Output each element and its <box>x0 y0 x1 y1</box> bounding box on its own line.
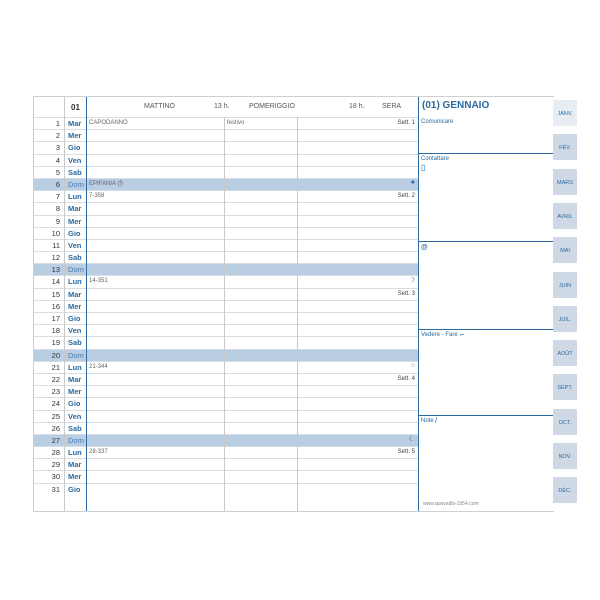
section-comunicare <box>418 117 554 153</box>
day-name: Sab <box>68 423 82 433</box>
website-url: www.quovadis-1954.com <box>423 501 479 507</box>
planner-page <box>33 96 554 512</box>
day-name: Mer <box>68 301 82 311</box>
month-tab[interactable]: AOÛT <box>553 340 577 368</box>
email-icon: @ <box>421 244 428 251</box>
month-tab[interactable]: JUIN <box>553 272 577 300</box>
day-number: 14 <box>51 277 60 287</box>
day-number: 26 <box>51 423 60 433</box>
section-email <box>418 241 554 330</box>
day-row[interactable] <box>34 324 418 336</box>
day-name: Mar <box>68 119 82 128</box>
moon-phase-icon: ☾ <box>408 435 415 443</box>
day-row[interactable] <box>34 434 418 446</box>
day-number: 24 <box>51 399 60 409</box>
section-note <box>418 415 554 512</box>
side-panel <box>418 117 554 511</box>
day-name: Mer <box>68 216 82 226</box>
day-number: 17 <box>51 314 60 323</box>
day-row[interactable] <box>34 251 418 263</box>
phone-icon: ▯ <box>421 163 426 172</box>
day-row[interactable] <box>34 373 418 385</box>
day-rows <box>34 117 418 495</box>
day-number: 2 <box>55 131 60 141</box>
day-name: Ven <box>68 326 82 336</box>
day-row[interactable] <box>34 215 418 227</box>
day-name: Sab <box>68 253 82 263</box>
day-number: 28 <box>51 448 60 458</box>
day-number: 23 <box>51 387 60 397</box>
day-row[interactable] <box>34 470 418 482</box>
day-name: Ven <box>68 155 82 165</box>
day-note: CAPODANNO <box>89 120 128 126</box>
day-number: 16 <box>51 301 60 311</box>
day-number: 20 <box>51 350 60 360</box>
day-row[interactable] <box>34 312 418 324</box>
day-name: Mer <box>68 131 82 141</box>
divider-mattino <box>224 117 225 511</box>
day-number: 25 <box>51 411 60 421</box>
day-name: Dom <box>68 350 84 360</box>
day-number: 9 <box>55 216 60 226</box>
day-note-afternoon: festivo <box>227 120 245 126</box>
day-number: 22 <box>51 374 60 384</box>
day-number: 19 <box>51 338 60 348</box>
day-row[interactable] <box>34 190 418 202</box>
day-name: Ven <box>68 240 82 250</box>
day-row[interactable] <box>34 129 418 141</box>
day-number: 21 <box>51 362 60 372</box>
day-row[interactable] <box>34 458 418 470</box>
day-note: 7-358 <box>89 193 105 200</box>
day-name: Ven <box>68 411 82 421</box>
h18-label: 18 h. <box>349 103 365 110</box>
day-row[interactable] <box>34 410 418 422</box>
section-contattare <box>418 153 554 242</box>
day-number: 27 <box>51 435 60 445</box>
month-tab[interactable]: JANV. <box>553 100 577 128</box>
day-note: 21-344 <box>89 363 108 370</box>
day-number: 12 <box>51 253 60 263</box>
month-tab[interactable]: SEPT. <box>553 374 577 402</box>
sera-label: SERA <box>382 103 402 110</box>
day-name: Mar <box>68 204 82 214</box>
day-row[interactable] <box>34 288 418 300</box>
day-row[interactable] <box>34 275 418 287</box>
day-row[interactable] <box>34 483 418 495</box>
month-number: 01 <box>71 103 80 112</box>
day-row[interactable] <box>34 166 418 178</box>
day-name: Lun <box>68 192 82 202</box>
month-tab[interactable]: JUIL. <box>553 306 577 334</box>
day-note: EPIFANIA (f) <box>89 180 124 187</box>
day-name: Mer <box>68 472 82 482</box>
month-tab[interactable]: MAI <box>553 237 577 265</box>
day-row[interactable] <box>34 361 418 373</box>
day-row[interactable] <box>34 141 418 153</box>
day-number: 1 <box>55 119 60 128</box>
day-row[interactable] <box>34 263 418 275</box>
planner-header <box>34 97 418 117</box>
day-number: 31 <box>51 484 60 494</box>
day-name: Dom <box>68 435 84 445</box>
day-name: Lun <box>68 362 82 372</box>
day-number: 11 <box>52 240 60 250</box>
mattino-label: MATTINO <box>144 103 175 110</box>
day-number: 3 <box>55 143 60 153</box>
contattare-label: Contattare <box>421 156 450 162</box>
day-row[interactable] <box>34 178 418 190</box>
h13-label: 13 h. <box>214 103 230 110</box>
moon-phase-icon: ○ <box>410 361 415 369</box>
month-tab[interactable]: AVRIL <box>553 203 577 231</box>
day-name: Dom <box>68 179 84 189</box>
month-tab[interactable]: NOV. <box>553 443 577 471</box>
day-row[interactable] <box>34 154 418 166</box>
day-name: Gio <box>68 143 81 153</box>
day-name: Lun <box>68 448 82 458</box>
moon-phase-icon: ☽ <box>408 277 415 285</box>
day-name: Mer <box>68 387 82 397</box>
day-name: Gio <box>68 484 81 494</box>
month-tab[interactable]: MARS <box>553 169 577 197</box>
day-row[interactable] <box>34 227 418 239</box>
day-number: 15 <box>51 289 60 299</box>
day-number: 18 <box>51 326 60 336</box>
day-row[interactable] <box>34 422 418 434</box>
day-row[interactable] <box>34 202 418 214</box>
day-name: Mar <box>68 460 82 470</box>
day-number: 8 <box>55 204 60 214</box>
day-row[interactable] <box>34 397 418 409</box>
pen-icon: / <box>435 416 438 425</box>
month-tab[interactable]: OCT. <box>553 409 577 437</box>
divider-dayname <box>86 97 87 511</box>
day-note: 14-351 <box>89 278 108 285</box>
divider-num <box>64 97 65 511</box>
day-note: 28-337 <box>89 449 108 456</box>
day-name: Dom <box>68 265 84 275</box>
day-name: Mar <box>68 374 82 384</box>
day-row[interactable] <box>34 385 418 397</box>
month-tab[interactable]: FÉV. <box>553 134 577 162</box>
day-name: Gio <box>68 399 81 409</box>
day-row[interactable] <box>34 349 418 361</box>
day-number: 6 <box>55 179 60 189</box>
vedere-label: Vedere - Fare <box>421 332 458 338</box>
day-name: Lun <box>68 277 82 287</box>
pomeriggio-label: POMERIGGIO <box>249 103 295 110</box>
day-number: 7 <box>55 192 60 202</box>
month-tabs <box>553 96 577 510</box>
day-row[interactable] <box>34 336 418 348</box>
day-row[interactable] <box>34 446 418 458</box>
day-name: Gio <box>68 314 81 323</box>
week-label: Sett. 5 <box>397 449 415 456</box>
week-label: Sett. 3 <box>397 290 415 297</box>
day-name: Sab <box>68 338 82 348</box>
month-tab[interactable]: DÉC. <box>553 477 577 505</box>
day-row[interactable] <box>34 239 418 251</box>
day-row[interactable] <box>34 300 418 312</box>
week-label: Sett. 4 <box>397 375 415 382</box>
note-label: Note <box>421 418 434 424</box>
day-number: 4 <box>55 155 60 165</box>
day-name: Mar <box>68 289 82 299</box>
week-label: Sett. 2 <box>397 193 415 200</box>
month-title: (01) GENNAIO <box>422 100 490 111</box>
day-name: Sab <box>68 167 82 177</box>
divider-pomeriggio <box>297 117 298 511</box>
day-row[interactable] <box>34 117 418 129</box>
day-number: 13 <box>51 265 60 275</box>
comunicare-label: Comunicare <box>421 119 454 125</box>
day-number: 10 <box>51 228 60 238</box>
calendar-icon: ⌐ <box>460 330 465 339</box>
section-vedere <box>418 329 554 416</box>
day-name: Gio <box>68 228 81 238</box>
day-number: 30 <box>51 472 60 482</box>
day-number: 5 <box>55 167 60 177</box>
moon-phase-icon: ● <box>410 178 415 186</box>
week-label: Sett. 1 <box>397 120 415 126</box>
day-number: 29 <box>51 460 60 470</box>
